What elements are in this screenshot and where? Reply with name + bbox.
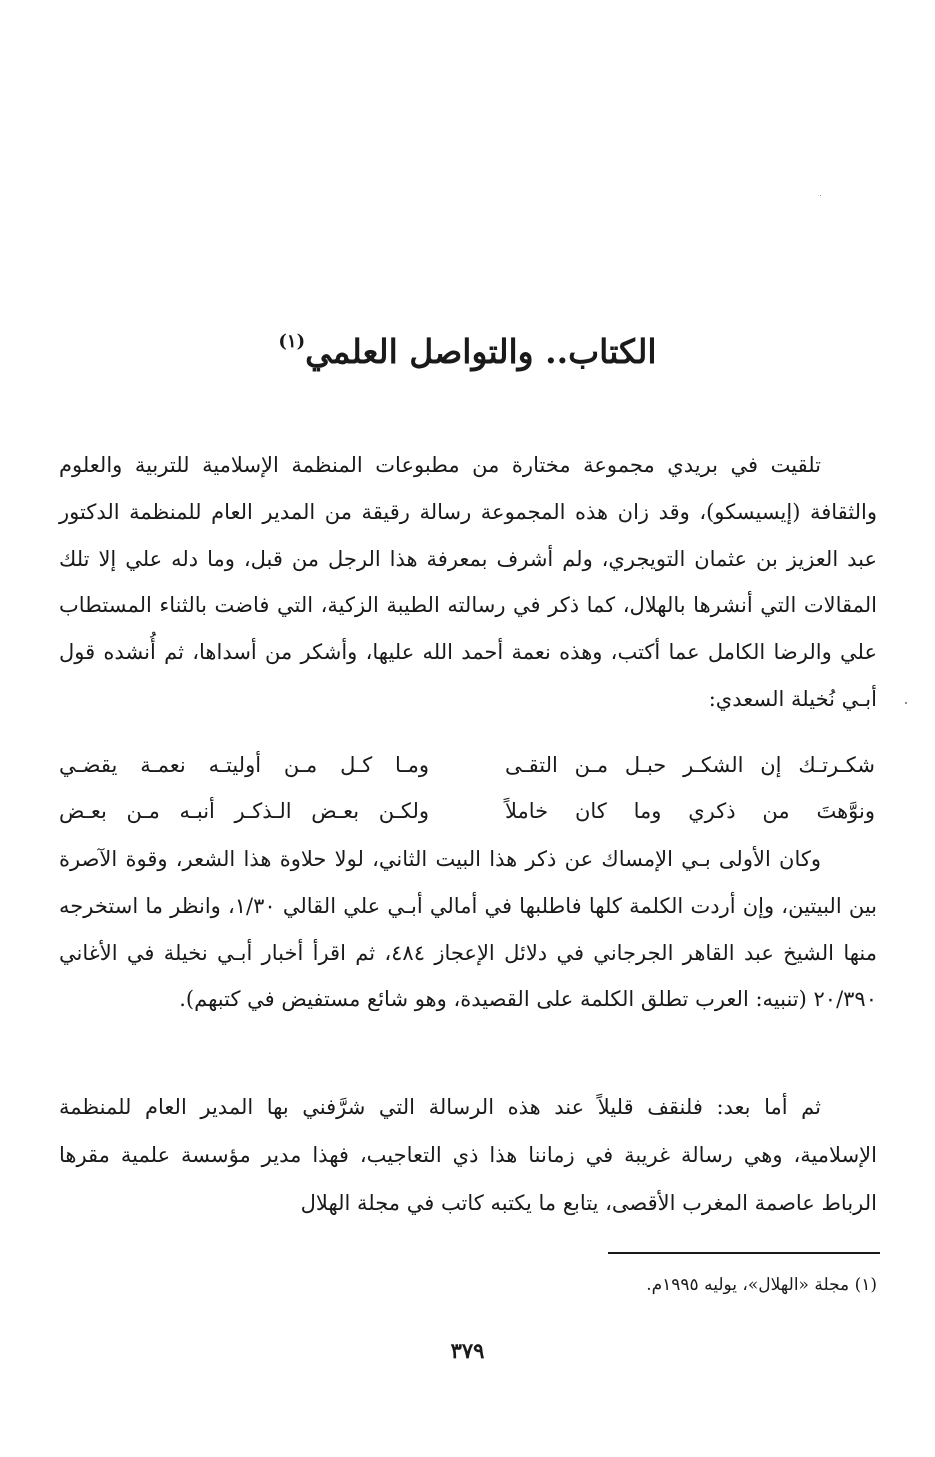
footnote-separator [608, 1252, 880, 1254]
title-footnote-reference: (١) [278, 331, 306, 352]
verse-1-second-hemistich: ومـا كـل مـن أوليتـه نعمـة يقضـي [59, 753, 429, 777]
scan-speck [905, 702, 907, 704]
footnote-marker: (١) [854, 1275, 877, 1295]
poem-verses [59, 742, 875, 834]
verse-2-second-hemistich: ولكـن بعـض الـذكـر أنبـه مـن بعـض [59, 799, 429, 823]
body-text-opening [59, 442, 877, 723]
verse-1-first-hemistich: شكـرتـك إن الشكـر حبـل مـن التقـى [505, 753, 875, 777]
footnote [646, 1270, 877, 1300]
verse-line-2 [59, 788, 875, 834]
paragraph-closing: ثم أما بعد: فلنقف قليلاً عند هذه الرسالة التي شرَّفني بها المدير العام للمنظمة الإسلامية، وهي رسالة غريبة في زماننا هذا ذي التعاجيب، فهذا مدير مؤسسة علمية مقرها الرباط عاصمة المغرب الأقصى، يتابع ما يكتبه كاتب في مجلة الهلال [59, 1095, 877, 1215]
page-number: ٣٧٩ [450, 1338, 485, 1363]
body-text-closing [59, 1083, 877, 1227]
scan-speck [820, 195, 821, 196]
chapter-title-text: الكتاب.. والتواصل العلمي [305, 332, 657, 371]
body-text-commentary [59, 836, 877, 1023]
paragraph-commentary: وكان الأولى بـي الإمساك عن ذكر هذا البيت الثاني، لولا حلاوة هذا الشعر، وقوة الآصرة بين البيتين، وإن أردت الكلمة كلها فاطلبها في أمالي أبـي علي القالي ١/٣٠، وانظر ما استخرجه منها الشيخ عبد القاهر الجرجاني في دلائل الإعجاز ٤٨٤، ثم اقرأ أخبار أبـي نخيلة في الأغاني ٢٠/٣٩٠ (تنبيه: العرب تطلق الكلمة على القصيدة، وهو شائع مستفيض في كتبهم). [59, 847, 878, 1012]
footnote-text: مجلة «الهلال»، يوليه ١٩٩٥م. [646, 1275, 850, 1295]
verse-line-1 [59, 742, 875, 788]
verse-2-first-hemistich: ونوَّهتَ من ذكري وما كان خاملاً [505, 799, 875, 823]
chapter-title [0, 312, 935, 382]
paragraph-opening: تلقيت في بريدي مجموعة مختارة من مطبوعات المنظمة الإسلامية للتربية والعلوم والثقافة (إيسيسكو)، وقد زان هذه المجموعة رسالة رقيقة من المدير العام للمنظمة الدكتور عبد العزيز بن عثمان التويجري، ولم أشرف بمعرفة هذا الرجل من قبل، وما دله علي إلا تلك المقالات التي أنشرها بالهلال، كما ذكر في رسالته الطيبة الزكية، التي فاضت بالثناء المستطاب علي والرضا الكامل عما أكتب، وهذه نعمة أحمد الله عليها، وأشكر من أسداها، ثم أُنشده قول أبـي نُخيلة السعدي: [59, 453, 877, 711]
